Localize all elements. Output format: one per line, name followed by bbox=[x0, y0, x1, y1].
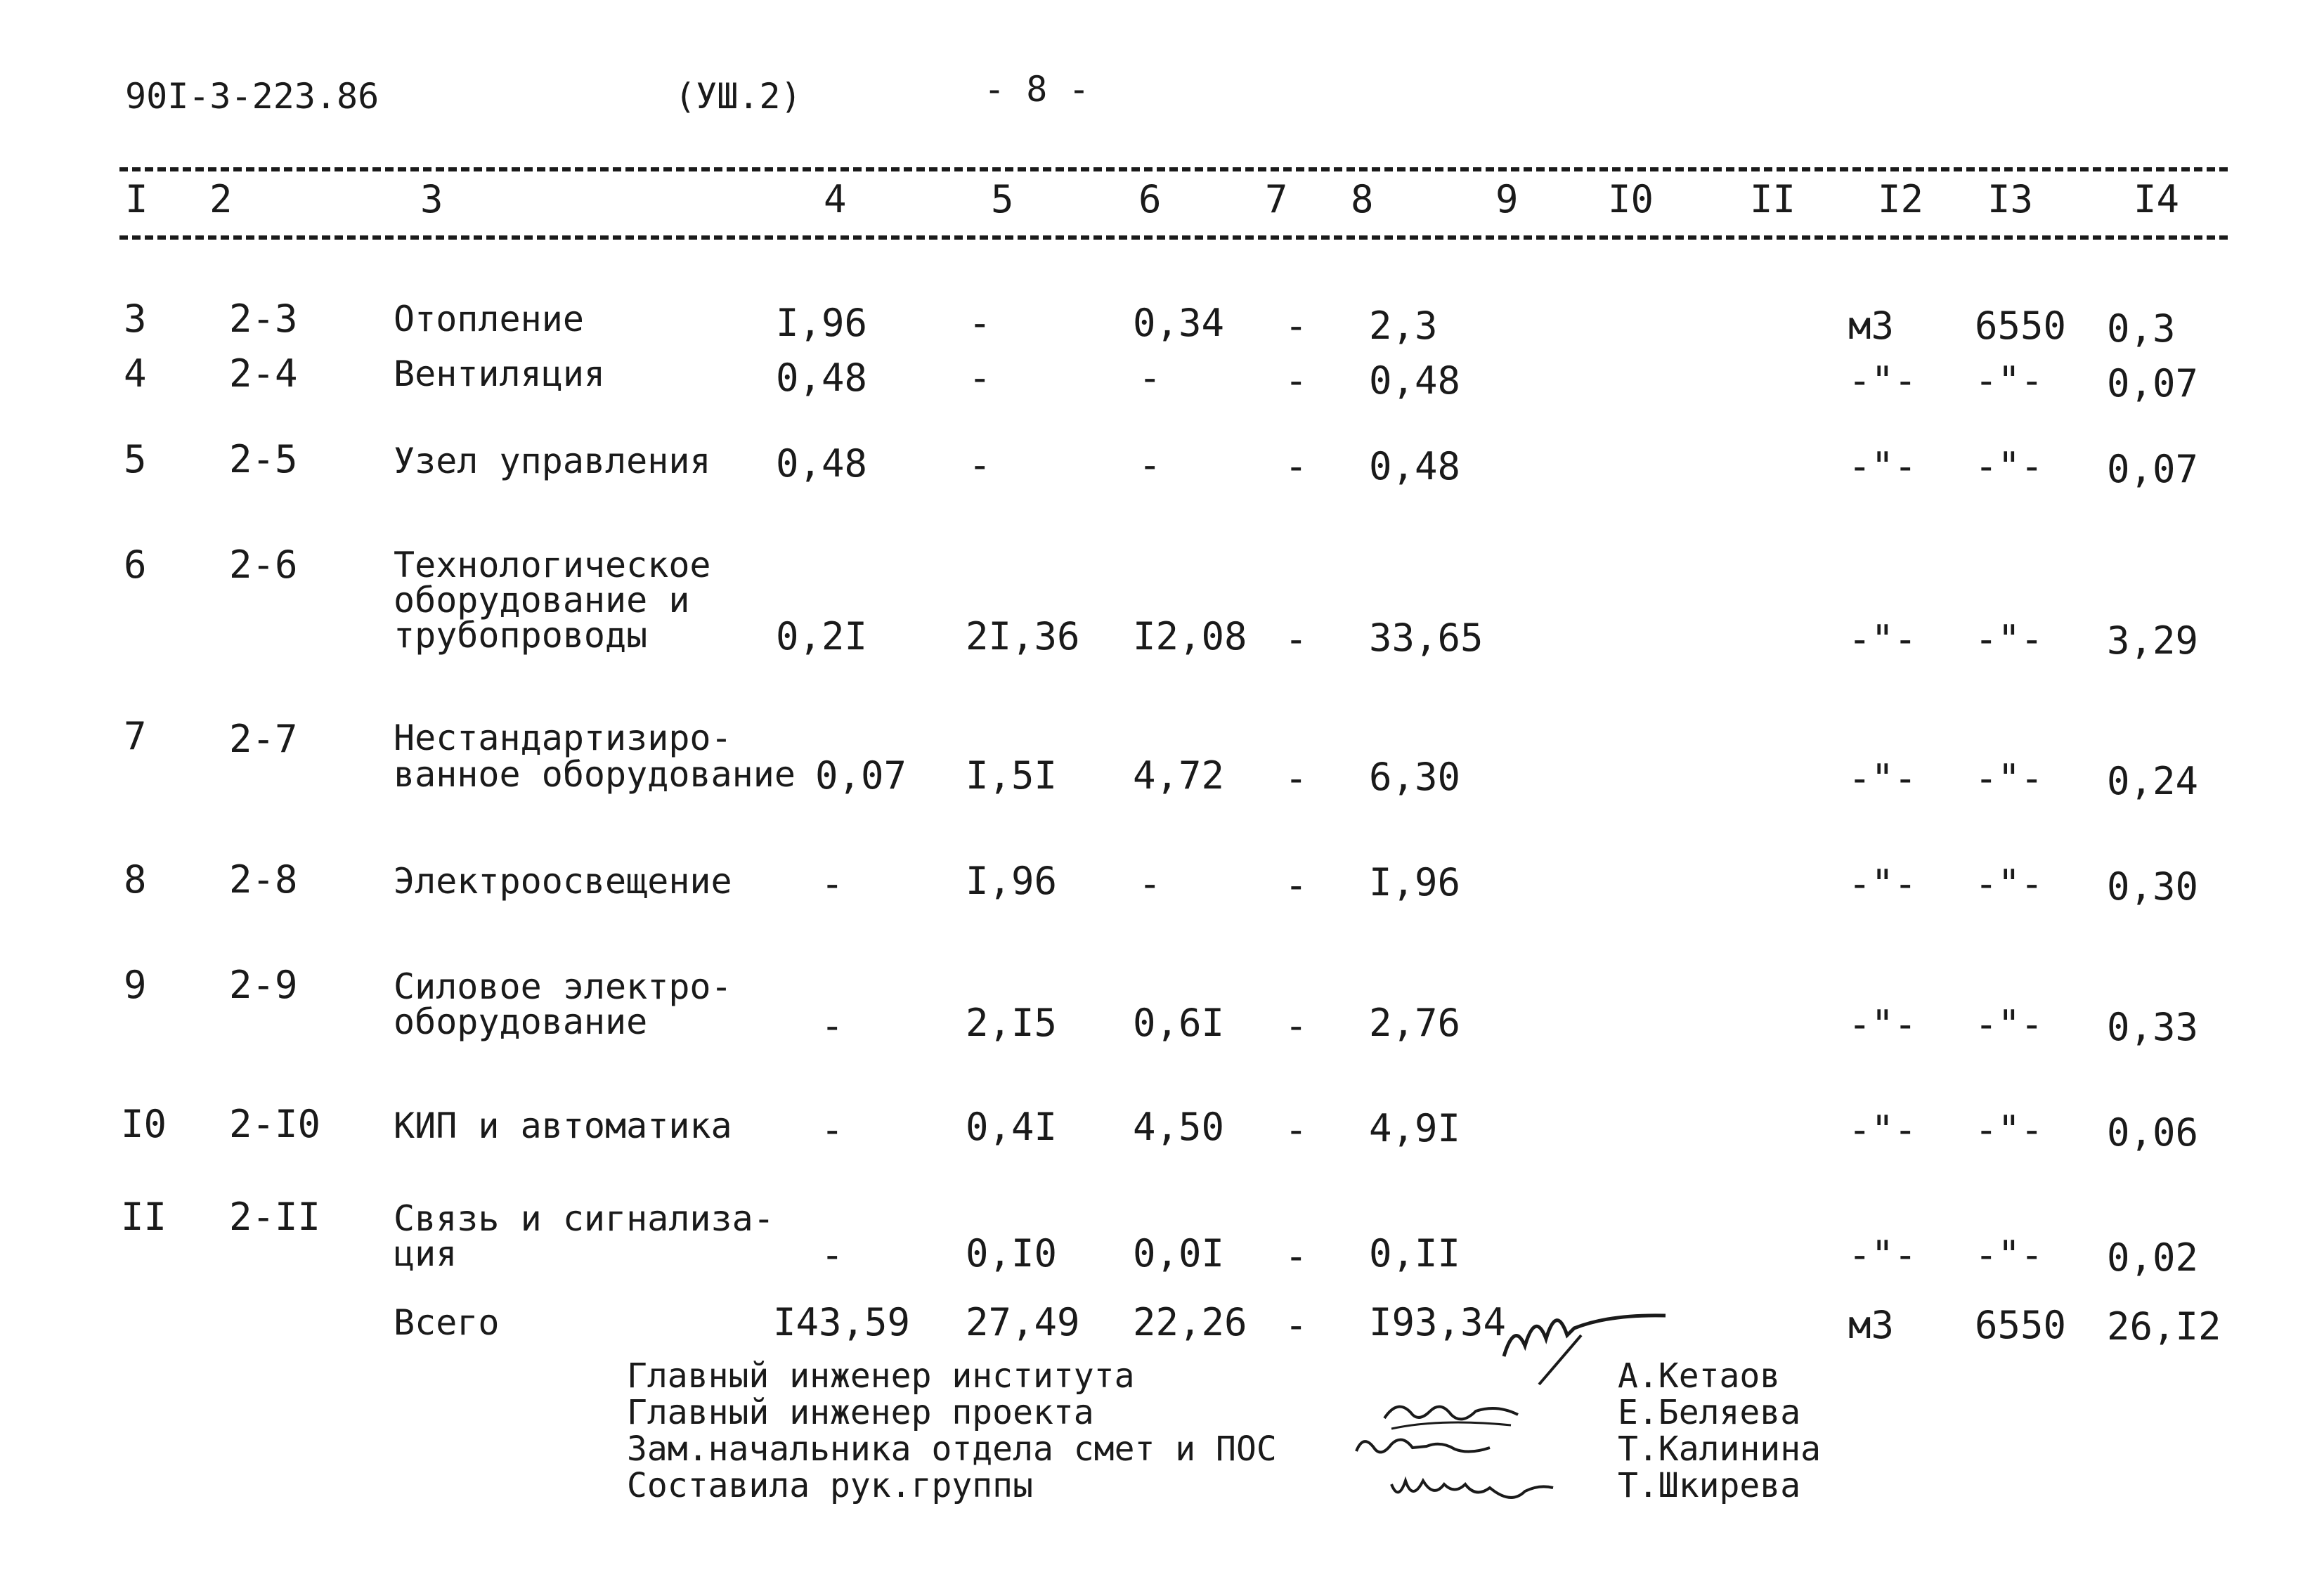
col8-value: 33,65 bbox=[1369, 616, 1484, 660]
row-name-line: оборудование и bbox=[394, 580, 690, 621]
document-number: 90I-3-223.86 bbox=[125, 76, 379, 117]
col7-value: - bbox=[1285, 444, 1308, 488]
col5-value: 0,I0 bbox=[966, 1231, 1058, 1276]
col6-value: 0,6I bbox=[1133, 1001, 1225, 1045]
quantity-value: -"- bbox=[1975, 1233, 2044, 1277]
row-name-line: Узел управления bbox=[394, 441, 711, 481]
signer-name: Т.Калинина bbox=[1618, 1429, 1821, 1469]
col8-value: 6,30 bbox=[1369, 755, 1461, 799]
column-number: 3 bbox=[420, 177, 443, 221]
quantity-value: -"- bbox=[1975, 617, 2044, 661]
signer-name: А.Кетаов bbox=[1618, 1356, 1781, 1396]
signer-name: Т.Шкирева bbox=[1618, 1466, 1801, 1505]
signer-role: Главный инженер проекта bbox=[627, 1393, 1094, 1432]
row-name-line: Нестандартизиро- bbox=[394, 718, 732, 758]
column-number: 4 bbox=[824, 177, 847, 221]
row-number: 6 bbox=[124, 543, 147, 587]
column-number: I3 bbox=[1987, 177, 2034, 221]
col4-value: - bbox=[821, 862, 844, 906]
total-col4: I43,59 bbox=[773, 1300, 911, 1344]
col6-value: - bbox=[1138, 356, 1162, 400]
row-name-line: КИП и автоматика bbox=[394, 1105, 732, 1146]
col14-value: 0,33 bbox=[2107, 1005, 2199, 1049]
handwritten-signature bbox=[1384, 1463, 1567, 1512]
quantity-value: 6550 bbox=[1975, 304, 2067, 348]
col7-value: - bbox=[1285, 1004, 1308, 1048]
col4-value: 0,48 bbox=[776, 356, 868, 400]
signer-role: Зам.начальника отдела смет и ПОС bbox=[627, 1429, 1277, 1469]
column-number: I4 bbox=[2134, 177, 2180, 221]
col5-value: - bbox=[968, 443, 992, 487]
col7-value: - bbox=[1285, 1234, 1308, 1278]
total-col8: I93,34 bbox=[1369, 1300, 1507, 1344]
signer-name: Е.Беляева bbox=[1618, 1393, 1801, 1432]
col5-value: 0,4I bbox=[966, 1105, 1058, 1149]
row-name-line: Вентиляция bbox=[394, 353, 606, 394]
unit-value: -"- bbox=[1848, 617, 1917, 661]
row-number: 4 bbox=[124, 351, 147, 396]
quantity-value: -"- bbox=[1975, 1108, 2044, 1152]
row-number: I0 bbox=[121, 1102, 167, 1146]
col7-value: - bbox=[1285, 1108, 1308, 1152]
row-name-line: оборудование bbox=[394, 1001, 648, 1042]
col8-value: I,96 bbox=[1369, 860, 1461, 904]
row-number: 3 bbox=[124, 297, 147, 341]
col14-value: 0,07 bbox=[2107, 447, 2199, 491]
column-number: I0 bbox=[1608, 177, 1654, 221]
row-code: 2-9 bbox=[229, 963, 298, 1007]
col5-value: 2I,36 bbox=[966, 614, 1080, 658]
quantity-value: -"- bbox=[1975, 756, 2044, 800]
column-number: 7 bbox=[1265, 177, 1288, 221]
column-number: II bbox=[1750, 177, 1796, 221]
col5-value: I,5I bbox=[966, 753, 1058, 798]
total-col5: 27,49 bbox=[966, 1300, 1080, 1344]
total-quantity: 6550 bbox=[1975, 1303, 2067, 1347]
row-code: 2-6 bbox=[229, 543, 298, 587]
row-name-line: Связь и сигнализа- bbox=[394, 1198, 774, 1239]
row-code: 2-I0 bbox=[229, 1102, 321, 1146]
unit-value: -"- bbox=[1848, 862, 1917, 906]
col14-value: 0,07 bbox=[2107, 361, 2199, 405]
row-name-line: Отопление bbox=[394, 299, 584, 339]
page-number: - 8 - bbox=[984, 69, 1090, 110]
col14-value: 0,24 bbox=[2107, 759, 2199, 803]
quantity-value: -"- bbox=[1975, 444, 2044, 488]
col7-value: - bbox=[1285, 617, 1308, 661]
col4-value: 0,07 bbox=[815, 753, 907, 798]
total-col6: 22,26 bbox=[1133, 1300, 1247, 1344]
col6-value: 0,0I bbox=[1133, 1231, 1225, 1276]
column-number: 6 bbox=[1138, 177, 1162, 221]
row-code: 2-7 bbox=[229, 717, 298, 761]
col14-value: 0,06 bbox=[2107, 1110, 2199, 1155]
col8-value: 2,3 bbox=[1369, 304, 1438, 348]
col14-value: 0,3 bbox=[2107, 306, 2176, 351]
col4-value: - bbox=[821, 1004, 844, 1048]
row-code: 2-4 bbox=[229, 351, 298, 396]
row-name-line: ция bbox=[394, 1233, 457, 1274]
column-number: 8 bbox=[1351, 177, 1374, 221]
total-col7: - bbox=[1285, 1303, 1308, 1347]
col8-value: 2,76 bbox=[1369, 1001, 1461, 1045]
row-number: 7 bbox=[124, 714, 147, 758]
col14-value: 0,02 bbox=[2107, 1235, 2199, 1280]
unit-value: м3 bbox=[1848, 304, 1895, 348]
unit-value: -"- bbox=[1848, 444, 1917, 488]
quantity-value: -"- bbox=[1975, 1002, 2044, 1046]
col5-value: 2,I5 bbox=[966, 1001, 1058, 1045]
total-unit: м3 bbox=[1848, 1303, 1895, 1347]
col5-value: - bbox=[968, 301, 992, 345]
col6-value: I2,08 bbox=[1133, 614, 1247, 658]
row-code: 2-II bbox=[229, 1195, 321, 1239]
column-number: I2 bbox=[1878, 177, 1924, 221]
col6-value: - bbox=[1138, 443, 1162, 487]
col14-value: 0,30 bbox=[2107, 864, 2199, 909]
col8-value: 0,II bbox=[1369, 1231, 1461, 1276]
unit-value: -"- bbox=[1848, 1233, 1917, 1277]
quantity-value: -"- bbox=[1975, 862, 2044, 906]
col4-value: 0,2I bbox=[776, 614, 868, 658]
col7-value: - bbox=[1285, 756, 1308, 800]
row-number: 9 bbox=[124, 963, 147, 1007]
column-number: 2 bbox=[209, 177, 233, 221]
col5-value: I,96 bbox=[966, 859, 1058, 903]
col8-value: 0,48 bbox=[1369, 444, 1461, 488]
row-number: 5 bbox=[124, 437, 147, 481]
col4-value: - bbox=[821, 1108, 844, 1152]
col14-value: 3,29 bbox=[2107, 618, 2199, 663]
signer-role: Составила рук.группы bbox=[627, 1466, 1033, 1505]
unit-value: -"- bbox=[1848, 358, 1917, 403]
signer-role: Главный инженер института bbox=[627, 1356, 1135, 1396]
row-name-line: трубопроводы bbox=[394, 615, 648, 656]
col7-value: - bbox=[1285, 304, 1308, 348]
col7-value: - bbox=[1285, 863, 1308, 907]
column-number: I bbox=[125, 177, 148, 221]
row-code: 2-5 bbox=[229, 437, 298, 481]
col4-value: - bbox=[821, 1233, 844, 1277]
col4-value: 0,48 bbox=[776, 441, 868, 486]
unit-value: -"- bbox=[1848, 1002, 1917, 1046]
row-name-line: Технологическое bbox=[394, 545, 711, 585]
col4-value: I,96 bbox=[776, 301, 868, 345]
col6-value: 0,34 bbox=[1133, 301, 1225, 345]
section-code: (УШ.2) bbox=[675, 76, 802, 117]
col7-value: - bbox=[1285, 358, 1308, 403]
col6-value: - bbox=[1138, 862, 1162, 906]
row-name-line: ванное оборудование bbox=[394, 754, 796, 795]
col5-value: - bbox=[968, 356, 992, 400]
row-name-line: Электроосвещение bbox=[394, 861, 732, 902]
total-col14: 26,I2 bbox=[2107, 1304, 2221, 1349]
col6-value: 4,50 bbox=[1133, 1105, 1225, 1149]
col6-value: 4,72 bbox=[1133, 753, 1225, 798]
total-label: Всего bbox=[394, 1302, 500, 1343]
unit-value: -"- bbox=[1848, 1108, 1917, 1152]
column-number: 5 bbox=[991, 177, 1014, 221]
row-number: II bbox=[121, 1195, 167, 1239]
table-top-rule bbox=[119, 167, 2228, 171]
column-number: 9 bbox=[1495, 177, 1519, 221]
row-number: 8 bbox=[124, 857, 147, 902]
row-name-line: Силовое электро- bbox=[394, 966, 732, 1007]
col8-value: 4,9I bbox=[1369, 1106, 1461, 1150]
col8-value: 0,48 bbox=[1369, 358, 1461, 403]
unit-value: -"- bbox=[1848, 756, 1917, 800]
handwritten-signature bbox=[1349, 1427, 1504, 1469]
row-code: 2-8 bbox=[229, 857, 298, 902]
column-header-rule bbox=[119, 235, 2228, 240]
quantity-value: -"- bbox=[1975, 358, 2044, 403]
row-code: 2-3 bbox=[229, 297, 298, 341]
